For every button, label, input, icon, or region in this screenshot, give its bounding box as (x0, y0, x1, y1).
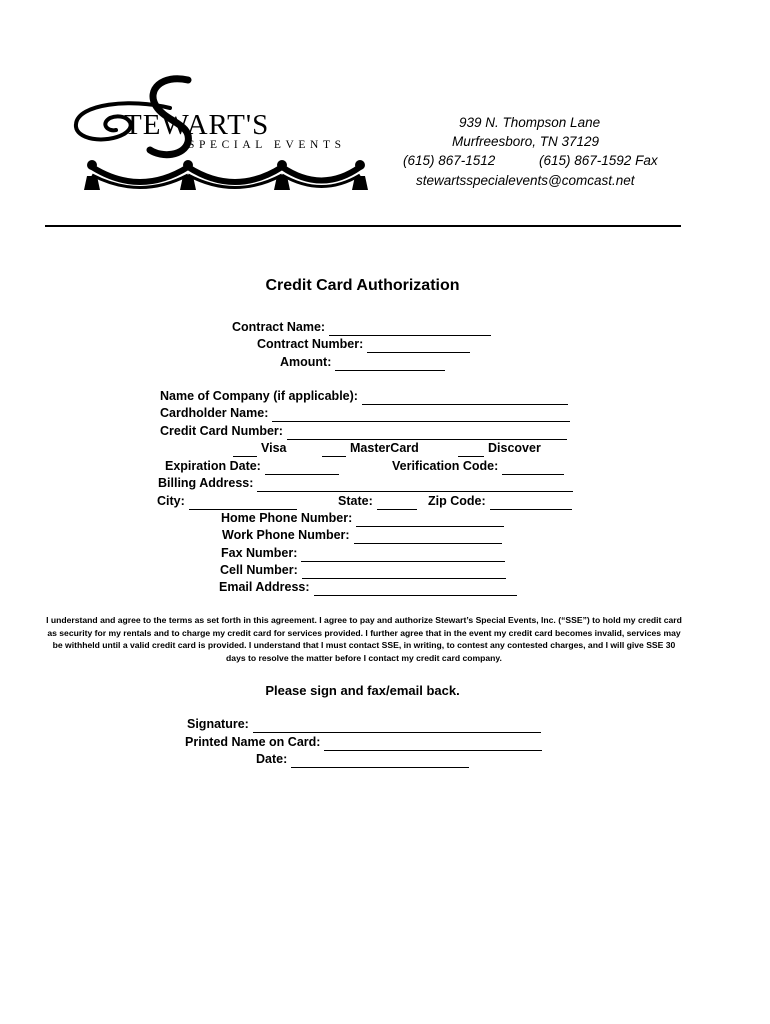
cardholder-field[interactable]: Cardholder Name: (160, 405, 570, 422)
discover-checkbox[interactable]: Discover (458, 440, 541, 457)
address-fax: (615) 867-1592 Fax (539, 153, 658, 168)
header-divider (45, 225, 681, 227)
fax-field[interactable]: Fax Number: (221, 545, 505, 562)
address-email: stewartsspecialevents@comcast.net (416, 173, 635, 188)
city-field[interactable]: City: (157, 493, 297, 510)
contract-name-field[interactable]: Contract Name: (232, 319, 491, 336)
work-phone-field[interactable]: Work Phone Number: (222, 527, 502, 544)
address-street: 939 N. Thompson Lane (459, 115, 601, 130)
date-field[interactable]: Date: (256, 751, 469, 768)
zip-field[interactable]: Zip Code: (428, 493, 572, 510)
terms-paragraph: I understand and agree to the terms as set forth in this agreement. I agree to pay and authorize Stewart’s Special Events, Inc. (“SSE”) to hold my credit card as security for my rentals and to charge my credit card for services provided. I further agree that in the event my credit card becomes invalid, services may be withheld until a valid credit card is provided. I understand that I must contact SSE, in writing, to contest any contested charges, and I will give SSE 30 days to resolve the matter before I contact my credit card company. (46, 615, 682, 663)
signature-field[interactable]: Signature: (187, 716, 541, 733)
cell-field[interactable]: Cell Number: (220, 562, 506, 579)
company-field[interactable]: Name of Company (if applicable): (160, 388, 568, 405)
logo-name: TEWART'S (124, 109, 270, 141)
sign-instruction: Please sign and fax/email back. (265, 683, 460, 698)
billing-address-field[interactable]: Billing Address: (158, 475, 573, 492)
visa-checkbox[interactable]: Visa (233, 440, 287, 457)
email-field[interactable]: Email Address: (219, 579, 517, 596)
contract-number-field[interactable]: Contract Number: (257, 336, 470, 353)
address-phone: (615) 867-1512 (403, 153, 496, 168)
state-field[interactable]: State: (338, 493, 417, 510)
amount-field[interactable]: Amount: (280, 354, 445, 371)
verification-field[interactable]: Verification Code: (392, 458, 564, 475)
expiration-field[interactable]: Expiration Date: (165, 458, 339, 475)
printed-name-field[interactable]: Printed Name on Card: (185, 734, 542, 751)
mastercard-checkbox[interactable]: MasterCard (322, 440, 419, 457)
form-title: Credit Card Authorization (265, 277, 460, 294)
home-phone-field[interactable]: Home Phone Number: (221, 510, 504, 527)
card-number-field[interactable]: Credit Card Number: (160, 423, 567, 440)
logo-subtitle: SPECIAL EVENTS (188, 139, 346, 151)
address-city: Murfreesboro, TN 37129 (452, 134, 600, 149)
